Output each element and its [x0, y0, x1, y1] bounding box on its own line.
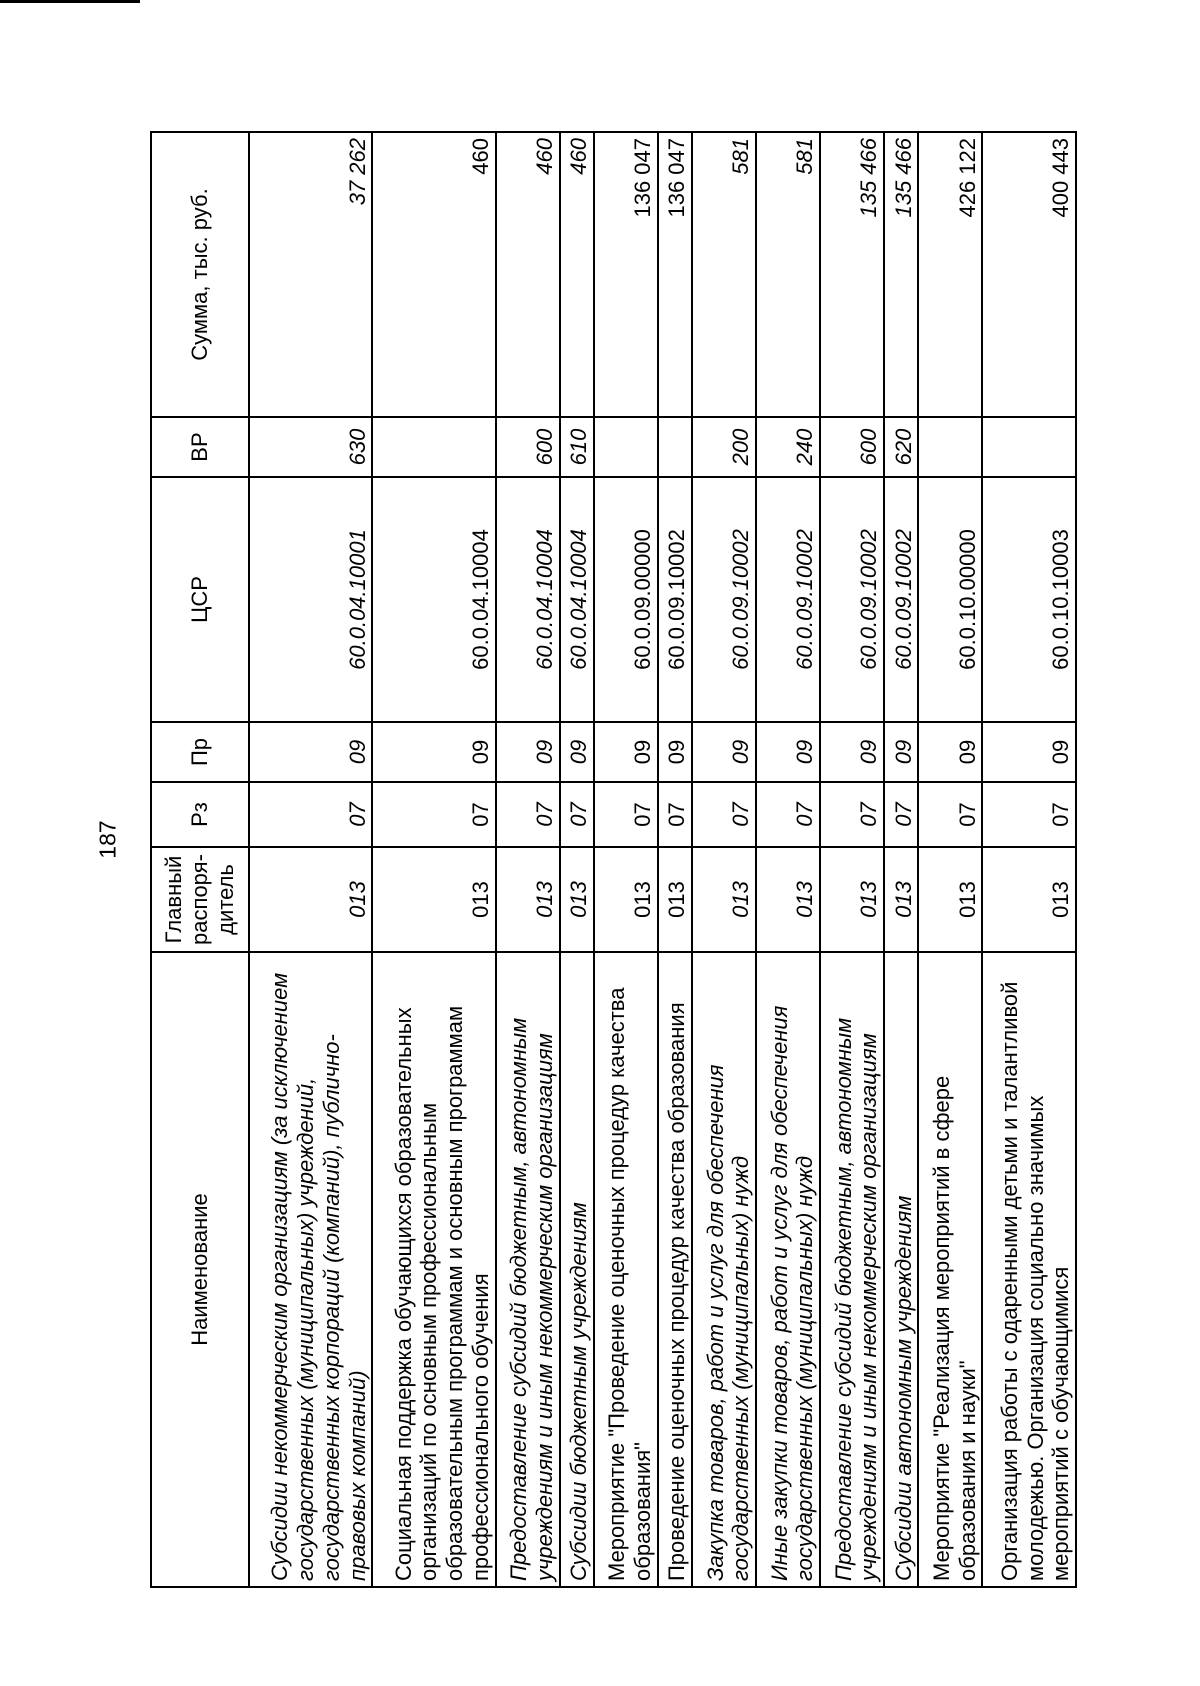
cell-rz: 07: [560, 782, 594, 847]
cell-vr: 200: [692, 417, 756, 477]
table-row: [918, 132, 982, 1587]
cell-sum: 460: [560, 132, 594, 417]
cell-rz: 07: [594, 782, 658, 847]
header-vr: ВР: [151, 417, 249, 477]
header-rz: Рз: [151, 782, 249, 847]
cell-csr: 60.0.10.00000: [918, 477, 982, 722]
cell-name: Субсидии бюджетным учреждениям: [560, 952, 594, 1587]
cell-rz: 07: [658, 782, 692, 847]
cell-csr: 60.0.04.10004: [496, 477, 560, 722]
cell-vr: [918, 417, 982, 477]
cell-vr: 630: [249, 417, 372, 477]
cell-pr: 09: [594, 722, 658, 782]
cell-pr: 09: [820, 722, 884, 782]
cell-pr: 09: [496, 722, 560, 782]
cell-pr: 09: [560, 722, 594, 782]
cell-pr: 09: [884, 722, 918, 782]
table-row: [658, 132, 692, 1587]
table-row: [560, 132, 594, 1587]
cell-grbs: 013: [820, 847, 884, 952]
cell-name: Субсидии некоммерческим организациям (за исключением государственных (муниципальных) учреждений, государственных корпораций (компаний), публично-правовых компаний): [249, 952, 372, 1587]
cell-rz: 07: [982, 782, 1076, 847]
cell-grbs: 013: [372, 847, 495, 952]
cell-csr: 60.0.09.10002: [692, 477, 756, 722]
cell-vr: [658, 417, 692, 477]
table-row: [692, 132, 756, 1587]
cell-rz: 07: [496, 782, 560, 847]
cell-sum: 460: [372, 132, 495, 417]
cell-name: Предоставление субсидий бюджетным, автономным учреждениям и иным некоммерческим организациям: [820, 952, 884, 1587]
cell-rz: 07: [820, 782, 884, 847]
cell-sum: 581: [692, 132, 756, 417]
cell-vr: 600: [496, 417, 560, 477]
cell-sum: 136 047: [594, 132, 658, 417]
cell-pr: 09: [756, 722, 820, 782]
cell-vr: 620: [884, 417, 918, 477]
cell-csr: 60.0.10.10003: [982, 477, 1076, 722]
cell-vr: 240: [756, 417, 820, 477]
cell-name: Закупка товаров, работ и услуг для обеспечения государственных (муниципальных) нужд: [692, 952, 756, 1587]
budget-table: [150, 131, 1077, 1588]
cell-grbs: 013: [756, 847, 820, 952]
cell-name: Мероприятие "Проведение оценочных процедур качества образования": [594, 952, 658, 1587]
cell-vr: [372, 417, 495, 477]
table-row: [982, 132, 1076, 1587]
cell-csr: 60.0.09.10002: [658, 477, 692, 722]
cell-grbs: 013: [560, 847, 594, 952]
cell-name: Организация работы с одаренными детьми и талантливой молодежью. Организация социально значимых мероприятий с обучающимися: [982, 952, 1076, 1587]
cell-sum: 135 466: [884, 132, 918, 417]
cell-rz: 07: [692, 782, 756, 847]
table-header-row: [151, 132, 249, 1587]
cell-pr: 09: [249, 722, 372, 782]
cell-grbs: 013: [496, 847, 560, 952]
rotated-table-container: [150, 133, 1077, 1588]
top-edge-mark: [0, 0, 140, 3]
cell-sum: 460: [496, 132, 560, 417]
table-row: [884, 132, 918, 1587]
cell-pr: 09: [372, 722, 495, 782]
table-row: [372, 132, 495, 1587]
cell-pr: 09: [918, 722, 982, 782]
cell-sum: 400 443: [982, 132, 1076, 417]
page-number: 187: [94, 820, 121, 859]
cell-pr: 09: [692, 722, 756, 782]
table-row: [594, 132, 658, 1587]
cell-name: Социальная поддержка обучающихся образовательных организаций по основным профессиональным образовательным программам и основным программам профессионального обучения: [372, 952, 495, 1587]
header-pr: Пр: [151, 722, 249, 782]
cell-csr: 60.0.04.10004: [372, 477, 495, 722]
header-sum: Сумма, тыс. руб.: [151, 132, 249, 417]
cell-vr: 610: [560, 417, 594, 477]
cell-grbs: 013: [918, 847, 982, 952]
cell-vr: [982, 417, 1076, 477]
header-name: Наименование: [151, 952, 249, 1587]
cell-grbs: 013: [982, 847, 1076, 952]
cell-csr: 60.0.04.10001: [249, 477, 372, 722]
cell-name: Субсидии автономным учреждениям: [884, 952, 918, 1587]
table-row: [756, 132, 820, 1587]
cell-sum: 136 047: [658, 132, 692, 417]
cell-rz: 07: [918, 782, 982, 847]
cell-csr: 60.0.09.10002: [884, 477, 918, 722]
cell-vr: 600: [820, 417, 884, 477]
cell-rz: 07: [884, 782, 918, 847]
cell-name: Мероприятие "Реализация мероприятий в сфере образования и науки": [918, 952, 982, 1587]
header-grbs: Главный распоря-дитель: [151, 847, 249, 952]
cell-csr: 60.0.04.10004: [560, 477, 594, 722]
table-row: [820, 132, 884, 1587]
cell-grbs: 013: [692, 847, 756, 952]
cell-sum: 135 466: [820, 132, 884, 417]
cell-sum: 426 122: [918, 132, 982, 417]
header-csr: ЦСР: [151, 477, 249, 722]
cell-sum: 37 262: [249, 132, 372, 417]
cell-pr: 09: [982, 722, 1076, 782]
cell-csr: 60.0.09.10002: [820, 477, 884, 722]
table-row: [496, 132, 560, 1587]
cell-pr: 09: [658, 722, 692, 782]
cell-name: Проведение оценочных процедур качества образования: [658, 952, 692, 1587]
cell-grbs: 013: [658, 847, 692, 952]
cell-rz: 07: [372, 782, 495, 847]
cell-rz: 07: [249, 782, 372, 847]
cell-grbs: 013: [594, 847, 658, 952]
cell-grbs: 013: [249, 847, 372, 952]
cell-vr: [594, 417, 658, 477]
cell-sum: 581: [756, 132, 820, 417]
cell-csr: 60.0.09.10002: [756, 477, 820, 722]
cell-name: Иные закупки товаров, работ и услуг для обеспечения государственных (муниципальных) нужд: [756, 952, 820, 1587]
cell-rz: 07: [756, 782, 820, 847]
cell-csr: 60.0.09.00000: [594, 477, 658, 722]
table-row: [249, 132, 372, 1587]
cell-grbs: 013: [884, 847, 918, 952]
cell-name: Предоставление субсидий бюджетным, автономным учреждениям и иным некоммерческим организациям: [496, 952, 560, 1587]
table-body: [249, 132, 1076, 1587]
